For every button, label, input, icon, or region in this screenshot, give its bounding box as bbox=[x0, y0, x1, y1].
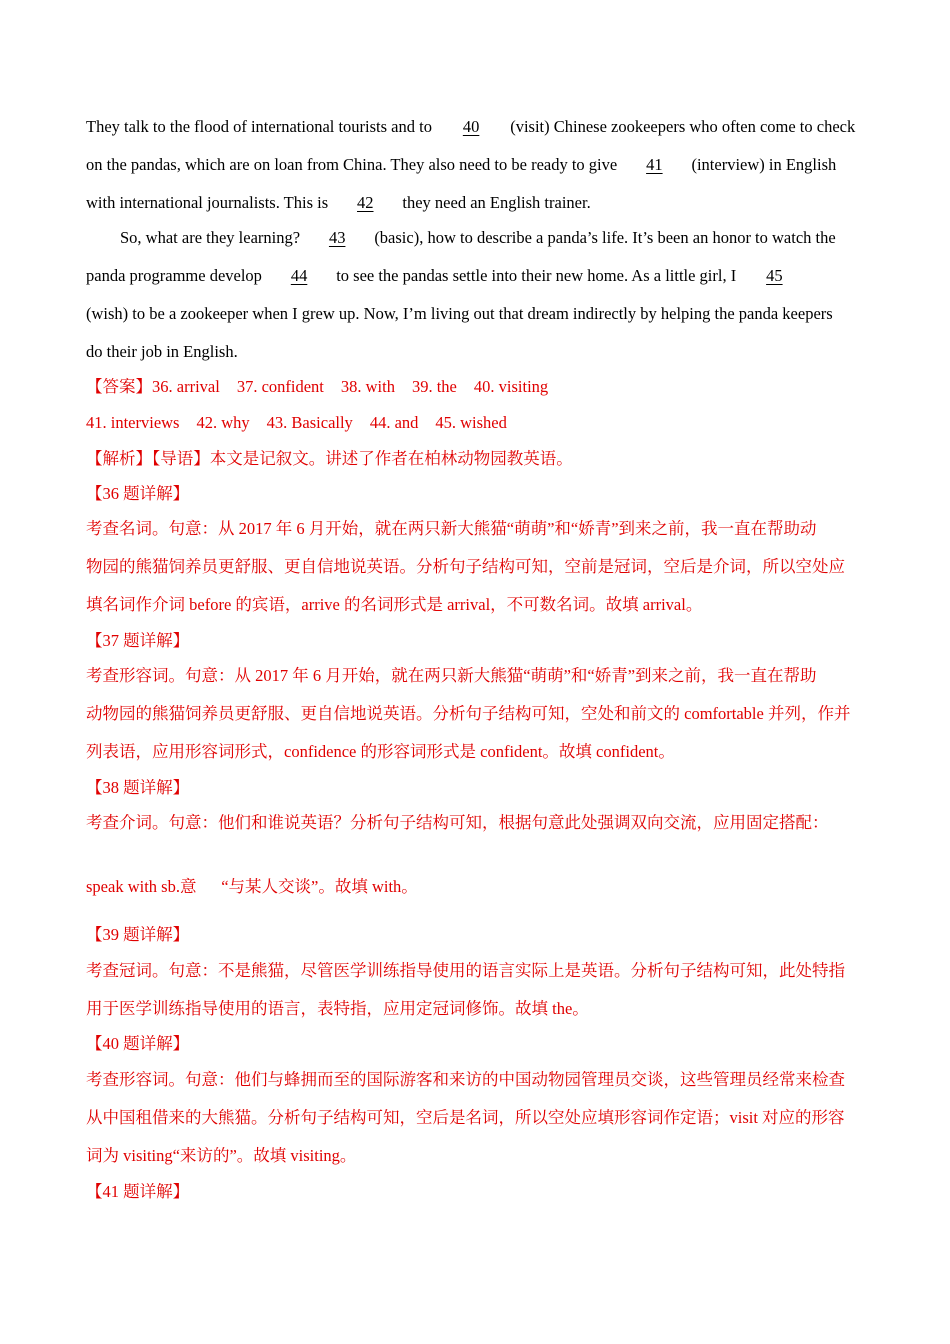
passage-line bbox=[86, 155, 836, 175]
q38-explanation-line: speak with sb.意 “与某人交谈”。故填 with。 bbox=[86, 877, 418, 896]
passage-line: (wish) to be a zookeeper when I grew up. Now, I’m living out that dream indirectly by helping the panda keepers bbox=[86, 304, 833, 323]
answer-item: 37. confident bbox=[236, 377, 324, 396]
q37-explanation-line: 考查形容词。句意：从 2017 年 6 月开始，就在两只新大熊猫“萌萌”和“娇青”到来之前，我一直在帮助 bbox=[86, 666, 817, 685]
blank-40: 40 bbox=[462, 117, 480, 136]
passage-text: panda programme develop bbox=[86, 266, 267, 285]
answer-item: 42. why bbox=[196, 413, 250, 432]
blank-45: 45 bbox=[766, 266, 783, 285]
q40-explanation-line: 从中国租借来的大熊猫。分析句子结构可知，空后是名词，所以空处应填形容词作定语；visit 对应的形容 bbox=[86, 1108, 845, 1127]
q36-explanation-line: 物园的熊猫饲养员更舒服、更自信地说英语。分析句子结构可知，空前是冠词，空后是介词，所以空处应 bbox=[86, 557, 845, 576]
passage-text: (interview) in English bbox=[687, 155, 837, 174]
q40-title: 【40 题详解】 bbox=[86, 1034, 190, 1053]
passage-text: (visit) Chinese zookeepers who often come to check bbox=[506, 117, 856, 136]
answer-item: 41. interviews bbox=[86, 413, 180, 432]
analysis-line bbox=[86, 449, 573, 469]
answer-label: 【答案】 bbox=[86, 377, 152, 396]
passage-line bbox=[86, 117, 855, 137]
passage-text: They talk to the flood of international tourists and to bbox=[86, 117, 437, 136]
q37-explanation-line: 动物园的熊猫饲养员更舒服、更自信地说英语。分析句子结构可知，空处和前文的 comfortable 并列，作并 bbox=[86, 704, 851, 723]
passage-line bbox=[86, 266, 808, 286]
passage-text: (basic), how to describe a panda’s life. It’s been an honor to watch the bbox=[370, 228, 836, 247]
answer-row bbox=[86, 377, 548, 397]
q36-explanation-line: 填名词作介词 before 的宾语，arrive 的名词形式是 arrival，不可数名词。故填 arrival。 bbox=[86, 595, 703, 614]
passage-text: on the pandas, which are on loan from China. They also need to be ready to give bbox=[86, 155, 622, 174]
q39-explanation-line: 用于医学训练指导使用的语言，表特指，应用定冠词修饰。故填 the。 bbox=[86, 999, 589, 1018]
q40-explanation-line: 考查形容词。句意：他们与蜂拥而至的国际游客和来访的中国动物园管理员交谈，这些管理员经常来检查 bbox=[86, 1070, 845, 1089]
blank-41: 41 bbox=[646, 155, 663, 174]
passage-line bbox=[120, 228, 836, 248]
q39-title: 【39 题详解】 bbox=[86, 925, 190, 944]
blank-44: 44 bbox=[290, 266, 308, 285]
q38-explanation-line: 考查介词。句意：他们和谁说英语？分析句子结构可知，根据句意此处强调双向交流，应用固定搭配： bbox=[86, 813, 829, 832]
passage-text: to see the pandas settle into their new home. As a little girl, I bbox=[332, 266, 741, 285]
analysis-text: 本文是记叙文。讲述了作者在柏林动物园教英语。 bbox=[209, 449, 573, 468]
answer-item: 45. wished bbox=[435, 413, 507, 432]
q40-explanation-line: 词为 visiting“来访的”。故填 visiting。 bbox=[86, 1146, 357, 1165]
answer-row bbox=[86, 413, 507, 433]
blank-43: 43 bbox=[328, 228, 346, 247]
q41-title: 【41 题详解】 bbox=[86, 1182, 190, 1201]
passage-text: So, what are they learning? bbox=[120, 228, 305, 247]
q36-title: 【36 题详解】 bbox=[86, 484, 190, 503]
q39-explanation-line: 考查冠词。句意：不是熊猫，尽管医学训练指导使用的语言实际上是英语。分析句子结构可知，此处特指 bbox=[86, 961, 845, 980]
q38-title: 【38 题详解】 bbox=[86, 778, 190, 797]
passage-text: with international journalists. This is bbox=[86, 193, 333, 212]
passage-line bbox=[86, 193, 591, 213]
q36-explanation-line: 考查名词。句意：从 2017 年 6 月开始，就在两只新大熊猫“萌萌”和“娇青”到来之前，我一直在帮助动 bbox=[86, 519, 817, 538]
answer-item: 40. visiting bbox=[473, 377, 549, 396]
passage-text: they need an English trainer. bbox=[398, 193, 591, 212]
passage-line: do their job in English. bbox=[86, 342, 238, 361]
answer-item: 39. the bbox=[411, 377, 457, 396]
analysis-label: 【解析】【导语】 bbox=[86, 449, 210, 468]
answer-item: 36. arrival bbox=[152, 377, 220, 396]
answer-item: 43. Basically bbox=[266, 413, 353, 432]
blank-42: 42 bbox=[357, 193, 374, 212]
q37-explanation-line: 列表语，应用形容词形式，confidence 的形容词形式是 confident。故填 confident。 bbox=[86, 742, 675, 761]
answer-item: 38. with bbox=[340, 377, 395, 396]
answer-item: 44. and bbox=[369, 413, 419, 432]
q37-title: 【37 题详解】 bbox=[86, 631, 190, 650]
